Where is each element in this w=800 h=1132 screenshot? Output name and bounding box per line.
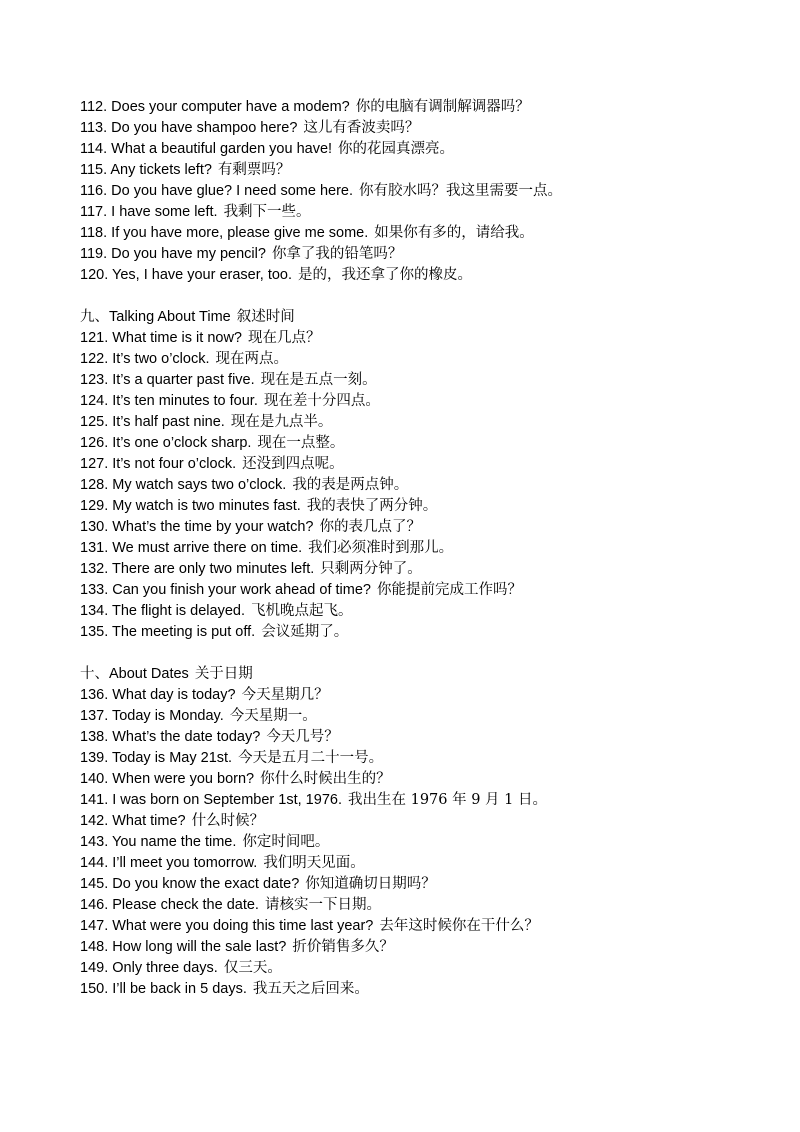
phrase-line bbox=[80, 979, 760, 1000]
phrase-line-chinese: 这儿有香波卖吗？ bbox=[303, 120, 420, 136]
phrase-line-chinese: 今天几号？ bbox=[266, 729, 339, 745]
phrase-line-chinese: 飞机晚点起飞。 bbox=[250, 603, 353, 619]
phrase-line-english: 133. Can you finish your work ahead of time? bbox=[80, 582, 371, 598]
phrase-line-english: 130. What’s the time by your watch? bbox=[80, 519, 314, 535]
phrase-line bbox=[80, 454, 760, 475]
phrase-line bbox=[80, 601, 760, 622]
phrase-line-chinese: 现在两点。 bbox=[215, 351, 288, 367]
phrase-line bbox=[80, 790, 760, 811]
phrase-line bbox=[80, 328, 760, 349]
section-spacer bbox=[80, 286, 760, 307]
phrase-line-english: 127. It’s not four o’clock. bbox=[80, 456, 237, 472]
phrase-line bbox=[80, 202, 760, 223]
phrase-line-chinese: 现在几点？ bbox=[248, 330, 321, 346]
phrase-line-chinese: 什么时候？ bbox=[191, 813, 265, 829]
phrase-line bbox=[80, 727, 760, 748]
phrase-line-chinese: 折价销售多久？ bbox=[292, 939, 394, 955]
phrase-line-english: 135. The meeting is put off. bbox=[80, 624, 256, 640]
phrase-line-chinese: 会议延期了。 bbox=[261, 624, 349, 640]
phrase-line-chinese: 如果你有多的，请给我。 bbox=[374, 225, 534, 241]
phrase-line-chinese: 有剩票吗？ bbox=[217, 162, 291, 178]
phrase-line-chinese: 去年这时候你在干什么？ bbox=[379, 918, 539, 934]
phrase-line-chinese: 你什么时候出生的？ bbox=[260, 771, 391, 787]
phrase-line-chinese: 你定时间吧。 bbox=[242, 834, 330, 850]
section-spacer bbox=[80, 643, 760, 664]
phrase-line-english: 150. I’ll be back in 5 days. bbox=[80, 981, 247, 997]
document-page bbox=[80, 97, 760, 1000]
phrase-line-english: 115. Any tickets left? bbox=[80, 162, 212, 178]
phrase-line-english: 124. It’s ten minutes to four. bbox=[80, 393, 258, 409]
phrase-line bbox=[80, 706, 760, 727]
phrase-line-english: 140. When were you born? bbox=[80, 771, 255, 787]
phrase-line-english: 137. Today is Monday. bbox=[80, 708, 224, 724]
phrase-line bbox=[80, 937, 760, 958]
phrase-line-chinese: 你知道确切日期吗？ bbox=[305, 876, 436, 892]
phrase-line bbox=[80, 517, 760, 538]
phrase-line-english: 121. What time is it now? bbox=[80, 330, 242, 346]
phrase-line-english: 132. There are only two minutes left. bbox=[80, 561, 315, 577]
section-heading-english: 十、About Dates bbox=[80, 666, 189, 682]
phrase-line-english: 123. It’s a quarter past five. bbox=[80, 372, 255, 388]
phrase-line-english: 112. Does your computer have a modem? bbox=[80, 99, 350, 115]
phrase-line bbox=[80, 769, 760, 790]
phrase-line-english: 122. It’s two o’clock. bbox=[80, 351, 210, 367]
phrase-line bbox=[80, 160, 760, 181]
phrase-line-chinese: 现在差十分四点。 bbox=[263, 393, 380, 409]
phrase-line bbox=[80, 181, 760, 202]
phrase-line-english: 136. What day is today? bbox=[80, 687, 236, 703]
phrase-line bbox=[80, 580, 760, 601]
phrase-line bbox=[80, 223, 760, 244]
phrase-line bbox=[80, 622, 760, 643]
phrase-line bbox=[80, 496, 760, 517]
phrase-line bbox=[80, 874, 760, 895]
phrase-line-english: 128. My watch says two o’clock. bbox=[80, 477, 287, 493]
phrase-line-english: 125. It’s half past nine. bbox=[80, 414, 225, 430]
phrase-line-english: 146. Please check the date. bbox=[80, 897, 259, 913]
phrase-line-chinese: 你拿了我的铅笔吗？ bbox=[271, 246, 403, 262]
phrase-line-chinese: 你能提前完成工作吗？ bbox=[376, 582, 522, 598]
phrase-line-chinese: 我出生在 1976 年 9 月 1 日。 bbox=[347, 792, 547, 808]
phrase-line-chinese: 今天星期几？ bbox=[241, 687, 329, 703]
phrase-line bbox=[80, 895, 760, 916]
phrase-line-chinese: 现在是九点半。 bbox=[230, 414, 333, 430]
phrase-line-chinese: 你的电脑有调制解调器吗？ bbox=[355, 99, 530, 115]
phrase-line bbox=[80, 118, 760, 139]
phrase-line-chinese: 我五天之后回来。 bbox=[252, 981, 369, 997]
phrase-line-chinese: 你的花园真漂亮。 bbox=[338, 141, 455, 157]
phrase-line-english: 120. Yes, I have your eraser, too. bbox=[80, 267, 293, 283]
phrase-line-english: 131. We must arrive there on time. bbox=[80, 540, 303, 556]
phrase-line-english: 149. Only three days. bbox=[80, 960, 218, 976]
phrase-line-chinese: 今天是五月二十一号。 bbox=[238, 750, 384, 766]
phrase-line-chinese: 还没到四点呢。 bbox=[242, 456, 344, 472]
phrase-line-english: 143. You name the time. bbox=[80, 834, 237, 850]
phrase-line-english: 126. It’s one o’clock sharp. bbox=[80, 435, 252, 451]
phrase-line-english: 144. I’ll meet you tomorrow. bbox=[80, 855, 258, 871]
section-heading-chinese: 叙述时间 bbox=[236, 309, 295, 325]
phrase-line bbox=[80, 97, 760, 118]
phrase-line bbox=[80, 265, 760, 286]
section-heading-chinese: 关于日期 bbox=[194, 666, 253, 682]
section-heading bbox=[80, 664, 760, 685]
phrase-line-english: 139. Today is May 21st. bbox=[80, 750, 233, 766]
phrase-line-chinese: 只剩两分钟了。 bbox=[320, 561, 422, 577]
phrase-line-chinese: 我们明天见面。 bbox=[263, 855, 365, 871]
phrase-line bbox=[80, 370, 760, 391]
phrase-line-chinese: 现在是五点一刻。 bbox=[260, 372, 377, 388]
phrase-line bbox=[80, 391, 760, 412]
phrase-line-english: 138. What’s the date today? bbox=[80, 729, 261, 745]
phrase-line-english: 147. What were you doing this time last year? bbox=[80, 918, 374, 934]
phrase-line-english: 145. Do you know the exact date? bbox=[80, 876, 300, 892]
phrase-line bbox=[80, 559, 760, 580]
phrase-line-english: 117. I have some left. bbox=[80, 204, 218, 220]
phrase-line bbox=[80, 685, 760, 706]
phrase-line bbox=[80, 412, 760, 433]
phrase-line bbox=[80, 811, 760, 832]
phrase-line-english: 119. Do you have my pencil? bbox=[80, 246, 266, 262]
phrase-line-chinese: 你有胶水吗？我这里需要一点。 bbox=[359, 183, 563, 199]
phrase-line bbox=[80, 139, 760, 160]
section-heading bbox=[80, 307, 760, 328]
phrase-line-chinese: 是的，我还拿了你的橡皮。 bbox=[298, 267, 473, 283]
phrase-line-english: 134. The flight is delayed. bbox=[80, 603, 245, 619]
phrase-line bbox=[80, 958, 760, 979]
phrase-line-chinese: 仅三天。 bbox=[223, 960, 282, 976]
phrase-line bbox=[80, 538, 760, 559]
phrase-line-chinese: 今天星期一。 bbox=[229, 708, 317, 724]
phrase-line bbox=[80, 475, 760, 496]
phrase-line-english: 142. What time? bbox=[80, 813, 186, 829]
phrase-line-english: 113. Do you have shampoo here? bbox=[80, 120, 298, 136]
phrase-line-chinese: 我剩下一些。 bbox=[223, 204, 311, 220]
phrase-line-english: 148. How long will the sale last? bbox=[80, 939, 287, 955]
phrase-line-chinese: 你的表几点了？ bbox=[319, 519, 421, 535]
phrase-line bbox=[80, 349, 760, 370]
phrase-line-english: 141. I was born on September 1st, 1976. bbox=[80, 792, 342, 808]
phrase-line-chinese: 请核实一下日期。 bbox=[264, 897, 381, 913]
phrase-line-english: 129. My watch is two minutes fast. bbox=[80, 498, 301, 514]
phrase-line bbox=[80, 244, 760, 265]
phrase-line-chinese: 我的表是两点钟。 bbox=[292, 477, 409, 493]
phrase-line-chinese: 我们必须准时到那儿。 bbox=[308, 540, 454, 556]
section-heading-english: 九、Talking About Time bbox=[80, 309, 231, 325]
phrase-line bbox=[80, 748, 760, 769]
phrase-line bbox=[80, 433, 760, 454]
phrase-line-english: 114. What a beautiful garden you have! bbox=[80, 141, 333, 157]
phrase-line-chinese: 我的表快了两分钟。 bbox=[306, 498, 438, 514]
phrase-line-english: 118. If you have more, please give me some. bbox=[80, 225, 369, 241]
phrase-line bbox=[80, 832, 760, 853]
phrase-line bbox=[80, 916, 760, 937]
phrase-line-english: 116. Do you have glue? I need some here. bbox=[80, 183, 354, 199]
phrase-line bbox=[80, 853, 760, 874]
phrase-line-chinese: 现在一点整。 bbox=[257, 435, 345, 451]
